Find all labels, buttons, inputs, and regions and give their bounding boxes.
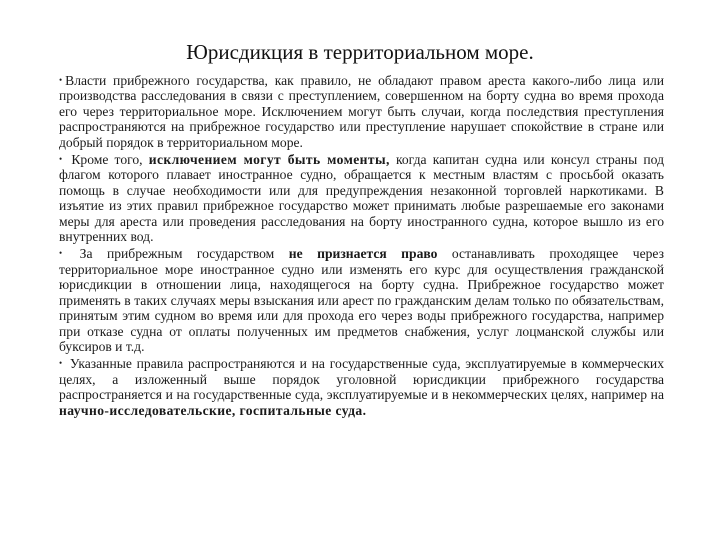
paragraph-2-text-end: когда капитан судна или консул страны под флагом которого плавает иностранное судно, обращается к местным властям с просьбой оказать помощь в случае необходимости или для предупреждения незаконной торговлей наркотиками. В изъятие из этих правил прибрежное государство может принимать любые разрешаемые его законами меры для ареста или проведения расследования на борту иностранного судна, которое вышло из его внутренних вод.: [59, 152, 664, 245]
paragraph-3-emphasis: не признается право: [288, 246, 438, 262]
paragraph-4: [59, 356, 664, 418]
paragraph-2-emphasis: исключением могут быть моменты,: [148, 152, 390, 168]
paragraph-2: [59, 152, 664, 244]
paragraph-4-emphasis: научно-исследовательские, госпитальные суда: [59, 402, 363, 418]
bullet-icon: •: [59, 75, 63, 85]
slide-body: [59, 73, 664, 420]
bullet-icon: •: [59, 154, 63, 165]
paragraph-3-text-start: За прибрежным государством: [79, 246, 275, 262]
bullet-icon: •: [59, 248, 63, 259]
paragraph-4-text-end: .: [362, 402, 366, 418]
paragraph-3: [59, 246, 664, 354]
slide-title: Юрисдикция в территориальном море.: [186, 40, 534, 64]
bullet-icon: •: [59, 358, 63, 369]
paragraph-2-text-start: Кроме того,: [71, 152, 143, 168]
paragraph-3-text-end: останавливать проходящее через территориальное море иностранное судно или изменять его курс для осуществления гражданской юрисдикции в отношении лица, находящегося на борту судна. Прибрежное государство может применять в таких случаях меры взыскания или арест по гражданским делам только по обязательствам, принятым этим судном во время или для прохода его через воды прибрежного государства, например при отказе судна от оплаты полученных им предметов снабжения, услуг лоцманской службы или буксиров и т.д.: [59, 246, 664, 354]
paragraph-1-text: Власти прибрежного государства, как правило, не обладают правом ареста какого-либо лица или производства расследования в связи с преступлением, совершенном на борту судна во время прохода его через территориальное море. Исключением могут быть случаи, когда последствия преступления распространяются на прибрежное государство или преступление нарушает спокойствие в стране или добрый порядок в территориальном море.: [59, 73, 664, 150]
paragraph-1: [59, 73, 664, 150]
paragraph-4-text-start: Указанные правила распространяются и на государственные суда, эксплуатируемые в коммерческих целях, а изложенный выше порядок уголовной юрисдикции прибрежного государства распространяется и на государственные суда, эксплуатируемые и в некоммерческих целях, например на: [59, 356, 664, 403]
